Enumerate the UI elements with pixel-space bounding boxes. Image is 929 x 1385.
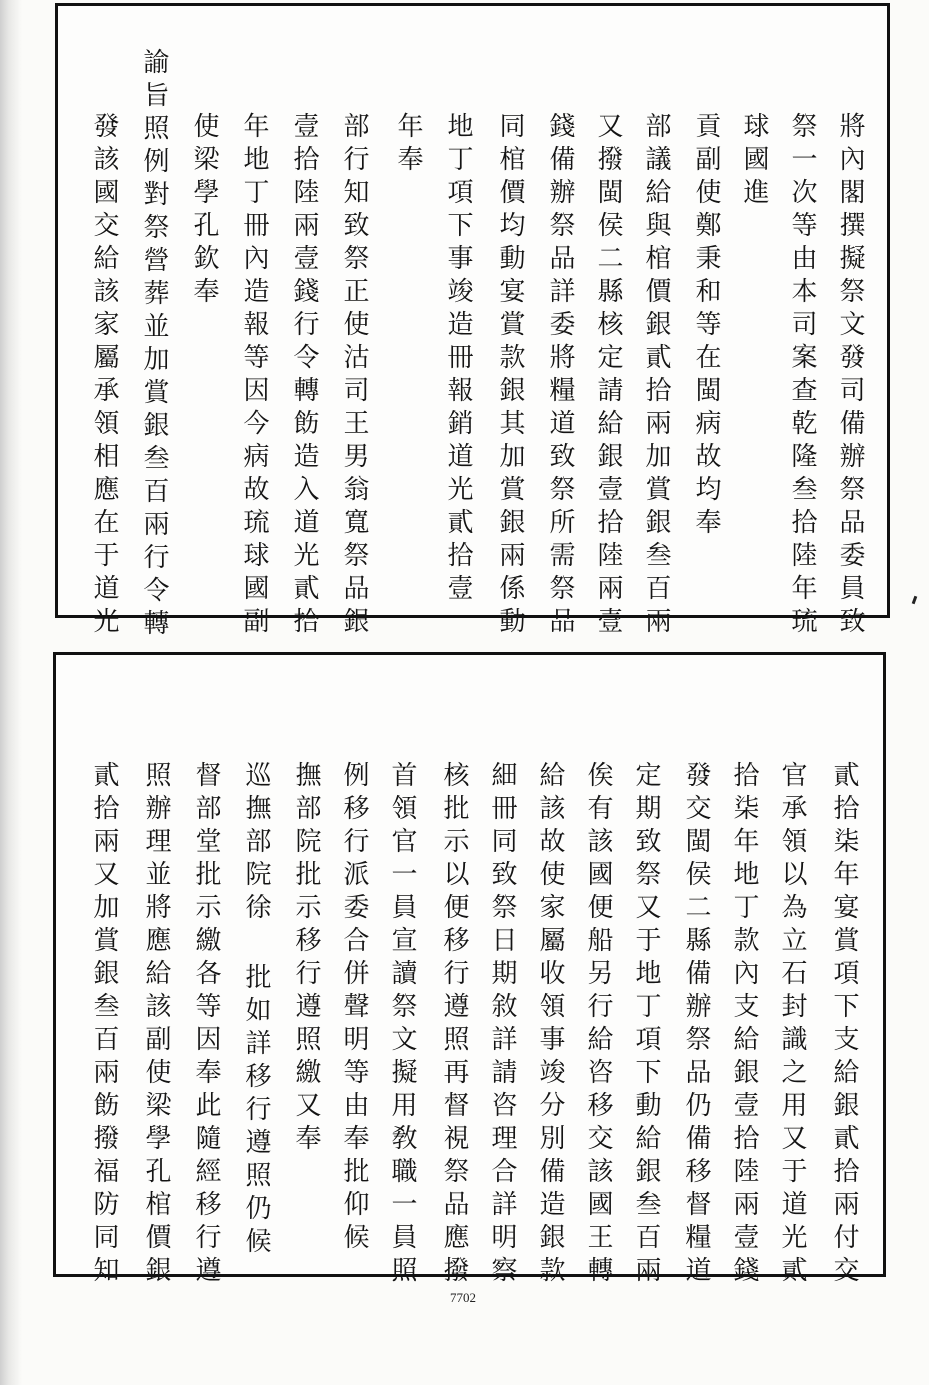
top-column-10: 年奉 (393, 112, 423, 178)
top-column-11: 部行知致祭正使沽司王男翁寬祭品銀 (339, 112, 369, 640)
bottom-column-8: 細冊同致祭日期敘詳請咨理合詳明察 (487, 761, 517, 1289)
top-column-12: 壹拾陸兩壹錢行令轉飭造入道光貳拾 (289, 112, 319, 640)
bottom-column-9: 核批示以便移行遵照再督視祭品應撥 (439, 761, 469, 1289)
top-column-2: 祭一次等由本司案查乾隆叁拾陸年琉 (787, 112, 817, 640)
bottom-column-12: 撫部院批示移行遵照繳又奉 (291, 761, 321, 1157)
bottom-column-5: 定期致祭又于地丁項下動給銀叁百兩 (631, 761, 661, 1289)
top-column-15: 諭旨照例對祭營葬並加賞銀叁百兩行令轉 (139, 48, 169, 642)
bottom-column-11: 例移行派委合併聲明等由奉批仰候 (339, 761, 369, 1256)
top-column-5: 部議給與棺價銀貳拾兩加賞銀叁百兩 (641, 112, 671, 640)
bottom-text-frame (53, 652, 886, 1289)
top-column-8: 同棺價均動宴賞款銀其加賞銀兩係動 (495, 112, 525, 640)
bottom-column-15: 照辦理並將應給該副使梁學孔棺價銀 (141, 761, 171, 1289)
top-column-16: 發該國交給該家屬承領相應在于道光 (89, 112, 119, 640)
bottom-column-7: 給該故使家屬收領事竣分別備造銀款 (535, 761, 565, 1289)
bottom-column-4: 發交閩侯二縣備辦祭品仍備移督糧道 (681, 761, 711, 1289)
top-column-13: 年地丁冊內造報等因今病故琉球國副 (239, 112, 269, 640)
book-spine-shadow (0, 0, 22, 1385)
bottom-column-10: 首領官一員宣讀祭文擬用敎職一員照 (387, 761, 417, 1289)
bottom-column-3: 拾柒年地丁款內支給銀壹拾陸兩壹錢 (729, 761, 759, 1289)
bottom-column-2: 官承領以為立石封識之用又于道光貳 (777, 761, 807, 1289)
page-number: 7702 (450, 1290, 476, 1305)
bottom-column-16: 貳拾兩又加賞銀叁百兩飭撥福防同知 (89, 761, 119, 1289)
bottom-column-14: 督部堂批示繳各等因奉此隨經移行遵 (191, 761, 221, 1289)
top-column-3: 球國進 (739, 112, 769, 211)
margin-ink-mark (912, 596, 918, 605)
top-column-6: 又撥閩侯二縣核定請給銀壹拾陸兩壹 (593, 112, 623, 640)
top-column-14: 使梁學孔欽奉 (189, 112, 219, 310)
top-column-7: 錢備辦祭品詳委將糧道致祭所需祭品 (545, 112, 575, 640)
bottom-column-6: 俟有該國便船另行給咨移交該國王轉 (583, 761, 613, 1289)
bottom-column-1: 貳拾柒年宴賞項下支給銀貳拾兩付交 (829, 761, 859, 1289)
top-text-frame (55, 3, 890, 642)
top-column-1: 將內閣撰擬祭文發司備辦祭品委員致 (835, 112, 865, 640)
bottom-column-13: 巡撫部院徐 批如詳移行遵照仍候 (241, 761, 271, 1260)
top-column-9: 地丁項下事竣造冊報銷道光貳拾壹 (443, 112, 473, 607)
top-column-4: 貢副使鄭秉和等在閩病故均奉 (691, 112, 721, 541)
